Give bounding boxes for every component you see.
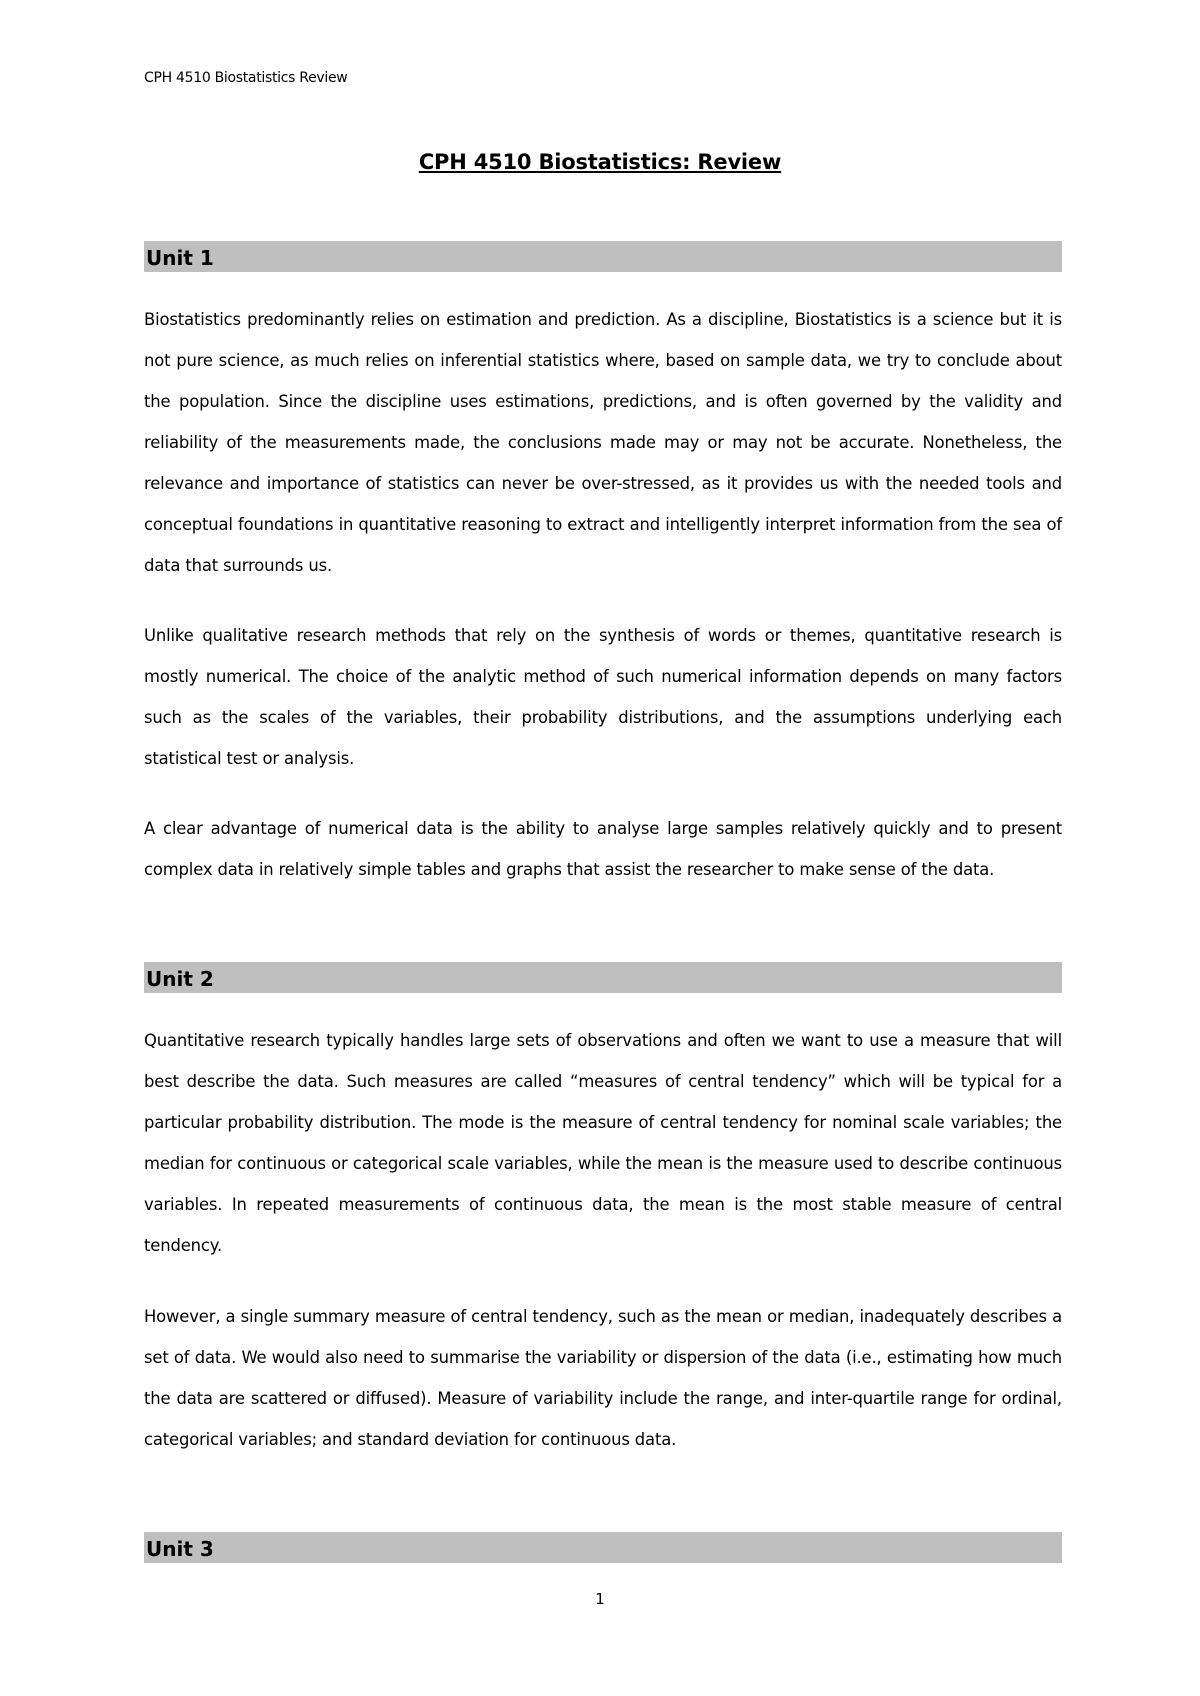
unit-2-heading: Unit 2	[144, 962, 1062, 993]
unit-3-heading: Unit 3	[144, 1532, 1062, 1563]
unit-2-paragraph-1: Quantitative research typically handles large sets of observations and often we want to use a measure that will best describe the data. Such measures are called “measures of central tendency” which will be typical for a particular probability distribution. The mode is the measure of central tendency for nominal scale variables; the median for continuous or categorical scale variables, while the mean is the measure used to describe continuous variables. In repeated measurements of continuous data, the mean is the most stable measure of central tendency.	[144, 1031, 1062, 1255]
page-number: 1	[595, 1590, 605, 1608]
running-header: CPH 4510 Biostatistics Review	[144, 70, 348, 86]
unit-1-paragraph-3: A clear advantage of numerical data is the ability to analyse large samples relatively quickly and to present complex data in relatively simple tables and graphs that assist the researcher to make sense of the data.	[144, 819, 1062, 879]
unit-1-heading: Unit 1	[144, 241, 1062, 272]
unit-1-paragraph-1: Biostatistics predominantly relies on estimation and prediction. As a discipline, Biostatistics is a science but it is not pure science, as much relies on inferential statistics where, based on sample data, we try to conclude about the population. Since the discipline uses estimations, predictions, and is often governed by the validity and reliability of the measurements made, the conclusions made may or may not be accurate. Nonetheless, the relevance and importance of statistics can never be over-stressed, as it provides us with the needed tools and conceptual foundations in quantitative reasoning to extract and intelligently interpret information from the sea of data that surrounds us.	[144, 310, 1062, 575]
unit-1-paragraph-2: Unlike qualitative research methods that rely on the synthesis of words or themes, quantitative research is mostly numerical. The choice of the analytic method of such numerical information depends on many factors such as the scales of the variables, their probability distributions, and the assumptions underlying each statistical test or analysis.	[144, 626, 1062, 768]
unit-2-paragraph-2: However, a single summary measure of central tendency, such as the mean or median, inadequately describes a set of data. We would also need to summarise the variability or dispersion of the data (i.e., estimating how much the data are scattered or diffused). Measure of variability include the range, and inter-quartile range for ordinal, categorical variables; and standard deviation for continuous data.	[144, 1307, 1062, 1449]
document-title: CPH 4510 Biostatistics: Review	[418, 150, 782, 174]
